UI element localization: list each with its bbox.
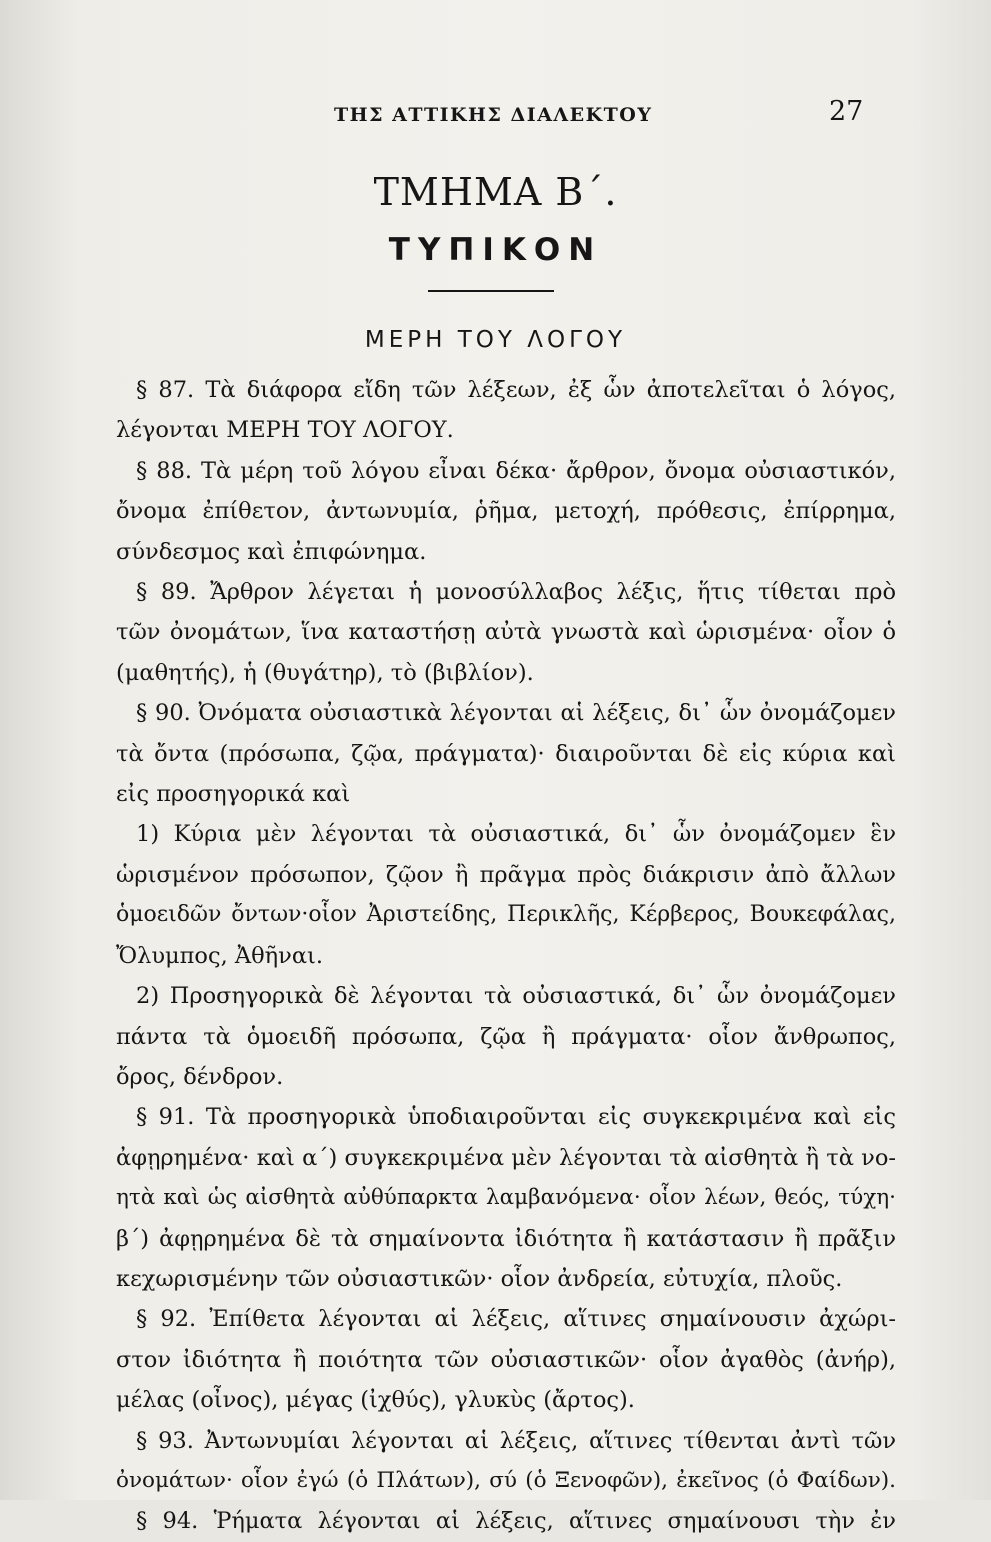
section-subtitle: ΤΥΠΙΚΟΝ: [388, 232, 603, 268]
text-line: ὁμοειδῶν ὄντων·οἷον Ἀριστείδης, Περικλῆς, Κέρβερος, Βουκεφάλας,: [116, 902, 896, 928]
text-line: 2) Προσηγορικὰ δὲ λέγονται τὰ οὐσιαστικά, δι᾽ ὧν ὀνομάζομεν: [136, 983, 896, 1010]
text-line: β΄) ἀφῃρημένα δὲ τὰ σημαίνοντα ἰδιότητα ἢ κατάστασιν ἢ πρᾶξιν: [116, 1225, 896, 1252]
text-line: κεχωρισμένην τῶν οὐσιαστικῶν· οἷον ἀνδρεία, εὐτυχία, πλοῦς.: [116, 1265, 843, 1292]
text-line: λέγονται ΜΕΡΗ ΤΟΥ ΛΟΓΟΥ.: [116, 417, 454, 444]
text-line: τὰ ὄντα (πρόσωπα, ζῷα, πράγματα)· διαιροῦνται δὲ εἰς κύρια καὶ: [116, 740, 896, 767]
text-line: § 90. Ὀνόματα οὐσιαστικὰ λέγονται αἱ λέξεις, δι᾽ ὧν ὀνομάζομεν: [136, 700, 896, 727]
text-line: § 94. Ῥήματα λέγονται αἱ λέξεις, αἵτινες σημαίνουσι τὴν ἐν: [136, 1508, 896, 1535]
text-line: § 93. Ἀντωνυμίαι λέγονται αἱ λέξεις, αἵτινες τίθενται ἀντὶ τῶν: [136, 1427, 896, 1454]
text-line: πάντα τὰ ὁμοειδῆ πρόσωπα, ζῷα ἢ πράγματα· οἷον ἄνθρωπος,: [116, 1023, 896, 1050]
text-line: τῶν ὀνομάτων, ἵνα καταστήσῃ αὐτὰ γνωστὰ καὶ ὡρισμένα· οἷον ὁ: [116, 619, 896, 646]
text-line: (μαθητής), ἡ (θυγάτηρ), τὸ (βιβλίον).: [116, 659, 534, 686]
text-line: § 88. Τὰ μέρη τοῦ λόγου εἶναι δέκα· ἄρθρον, ὄνομα οὐσιαστικόν,: [136, 457, 896, 484]
text-line: § 89. Ἄρθρον λέγεται ἡ μονοσύλλαβος λέξις, ἥτις τίθεται πρὸ: [136, 579, 896, 606]
text-line: μέλας (οἶνος), μέγας (ἰχθύς), γλυκὺς (ἄρτος).: [116, 1387, 635, 1414]
page-number: 27: [829, 96, 864, 127]
text-line: § 87. Τὰ διάφορα εἴδη τῶν λέξεων, ἐξ ὧν ἀποτελεῖται ὁ λόγος,: [136, 377, 896, 403]
text-line: ὄρος, δένδρον.: [116, 1063, 284, 1090]
text-line: ητὰ καὶ ὡς αἰσθητὰ αὐθύπαρκτα λαμβανόμενα· οἷον λέων, θεός, τύχη·: [116, 1185, 896, 1211]
body-text: [116, 370, 896, 1542]
text-line: Ὄλυμπος, Ἀθῆναι.: [116, 942, 324, 969]
text-line: ὡρισμένον πρόσωπον, ζῷον ἢ πρᾶγμα πρὸς διάκρισιν ἀπὸ ἄλλων: [116, 861, 896, 888]
text-line: § 91. Τὰ προσηγορικὰ ὑποδιαιροῦνται εἰς συγκεκριμένα καὶ εἰς: [136, 1104, 896, 1131]
text-line: εἰς προσηγορικά καὶ: [116, 781, 351, 808]
section-title: ΤΜΗΜΑ Β΄.: [373, 170, 618, 214]
title-rule: [428, 290, 554, 292]
text-line: § 92. Ἐπίθετα λέγονται αἱ λέξεις, αἵτινες σημαίνουσιν ἀχώρι-: [136, 1306, 896, 1333]
text-line: ἀφῃρημένα· καὶ α΄) συγκεκριμένα μὲν λέγονται τὰ αἰσθητὰ ἢ τὰ νο-: [116, 1144, 896, 1171]
text-line: 1) Κύρια μὲν λέγονται τὰ οὐσιαστικά, δι᾽ ὧν ὀνομάζομεν ἓν: [136, 821, 896, 848]
text-line: ὄνομα ἐπίθετον, ἀντωνυμία, ῥῆμα, μετοχή, πρόθεσις, ἐπίρρημα,: [116, 498, 896, 525]
text-line: σύνδεσμος καὶ ἐπιφώνημα.: [116, 538, 427, 565]
text-line: στον ἰδιότητα ἢ ποιότητα τῶν οὐσιαστικῶν· οἷον ἀγαθὸς (ἀνήρ),: [116, 1346, 896, 1373]
chapter-heading: ΜΕΡΗ ΤΟΥ ΛΟΓΟΥ: [364, 327, 627, 353]
text-line: ὀνομάτων· οἷον ἐγώ (ὁ Πλάτων), σύ (ὁ Ξενοφῶν), ἐκεῖνος (ὁ Φαίδων).: [116, 1467, 896, 1493]
running-head: ΤΗΣ ΑΤΤΙΚΗΣ ΔΙΑΛΕΚΤΟΥ: [334, 104, 653, 126]
